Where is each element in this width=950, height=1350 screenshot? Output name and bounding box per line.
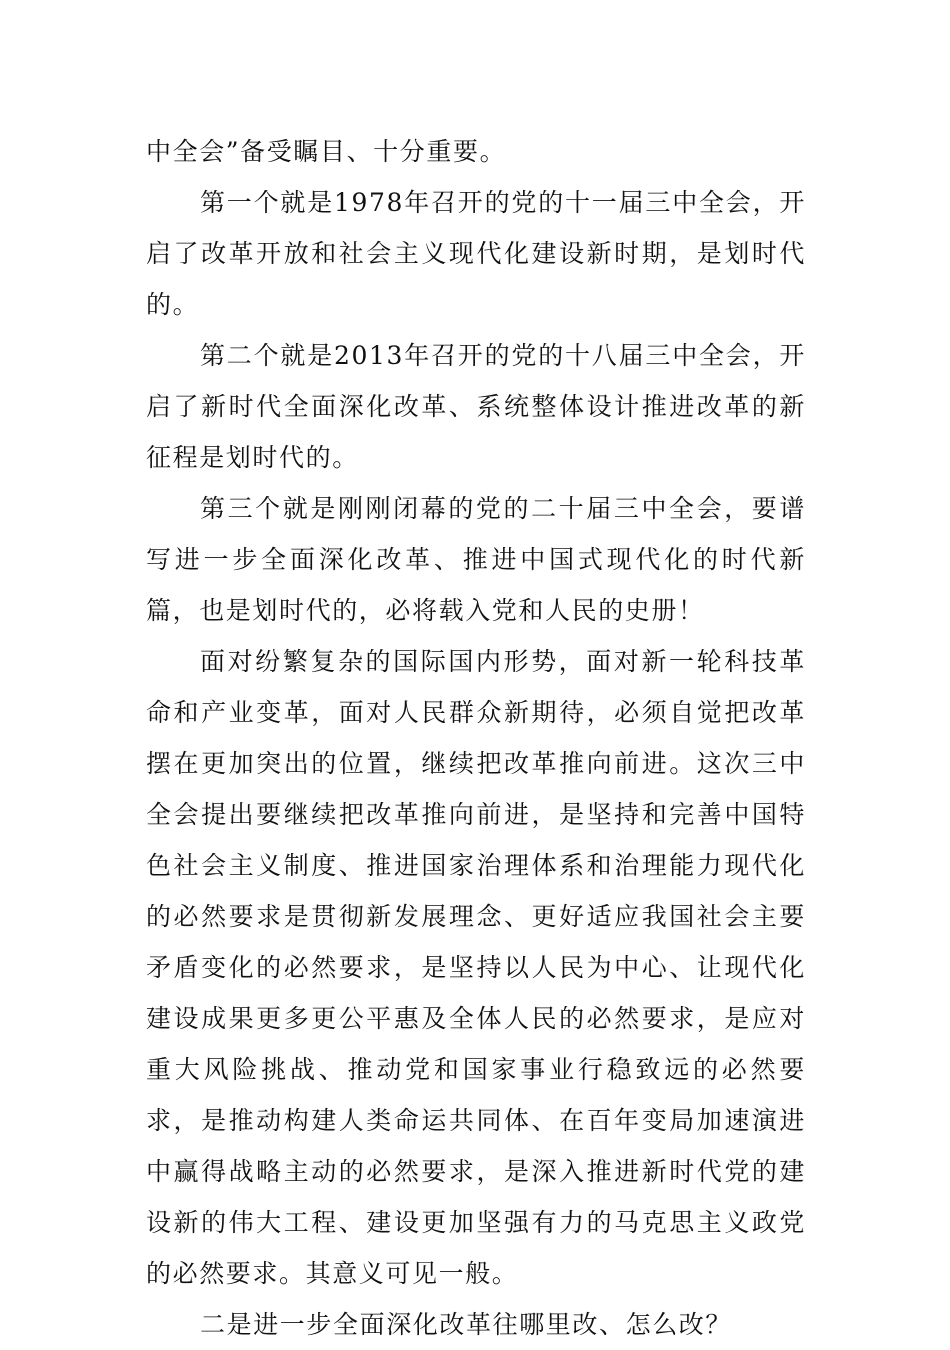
paragraph-continuation: 中全会”备受瞩目、十分重要。 [146, 137, 507, 166]
paragraph-third-plenum: 第三个就是刚刚闭幕的党的二十届三中全会，要谱写进一步全面深化改革、推进中国式现代化的时代新篇，也是划时代的，必将载入党和人民的史册！ [146, 494, 806, 625]
document-body [146, 126, 806, 1350]
paragraph-section-heading: 二是进一步全面深化改革往哪里改、怎么改？ [200, 1310, 733, 1339]
paragraph-reform-significance: 面对纷繁复杂的国际国内形势，面对新一轮科技革命和产业变革，面对人民群众新期待，必须自觉把改革摆在更加突出的位置，继续把改革推向前进。这次三中全会提出要继续把改革推向前进，是坚持和完善中国特色社会主义制度、推进国家治理体系和治理能力现代化的必然要求是贯彻新发展理念、更好适应我国社会主要矛盾变化的必然要求，是坚持以人民为中心、让现代化建设成果更多更公平惠及全体人民的必然要求，是应对重大风险挑战、推动党和国家事业行稳致远的必然要求，是推动构建人类命运共同体、在百年变局加速演进中赢得战略主动的必然要求，是深入推进新时代党的建设新的伟大工程、建设更加坚强有力的马克思主义政党的必然要求。其意义可见一般。 [146, 647, 806, 1288]
paragraph-first-plenum: 第一个就是1978年召开的党的十一届三中全会，开启了改革开放和社会主义现代化建设新时期，是划时代的。 [146, 188, 806, 319]
paragraph-second-plenum: 第二个就是2013年召开的党的十八届三中全会，开启了新时代全面深化改革、系统整体设计推进改革的新征程是划时代的。 [146, 341, 806, 472]
